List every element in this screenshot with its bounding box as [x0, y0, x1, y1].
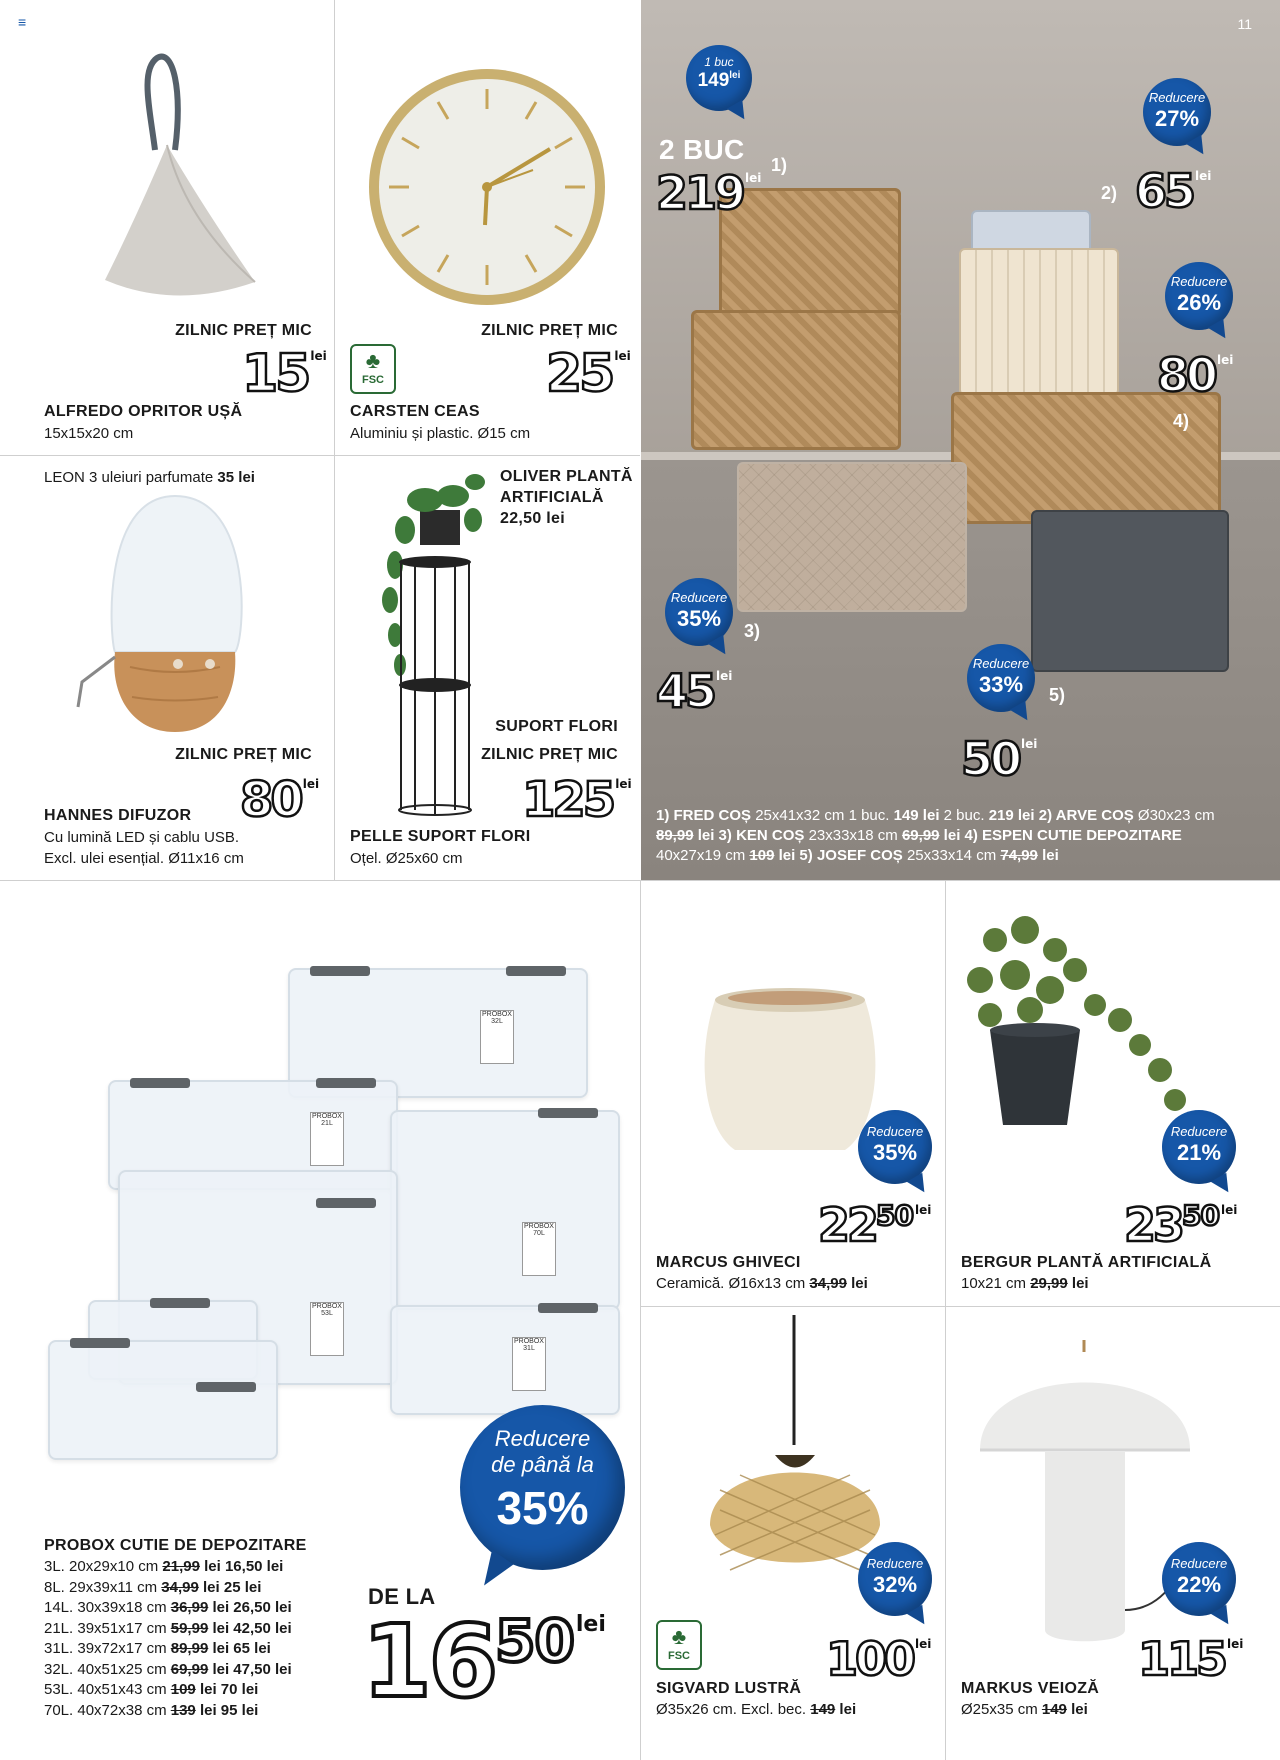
fsc-logo: [656, 1620, 702, 1670]
door-stopper-image: [95, 50, 270, 310]
caption-part: lei 4) ESPEN CUTIE DEPOZITARE: [939, 827, 1182, 844]
arve-basket: [959, 248, 1119, 396]
leon-text: LEON 3 uleiuri parfumate: [44, 469, 218, 486]
product-desc: [656, 1700, 856, 1720]
currency: lei: [614, 349, 631, 363]
desc-text: Ø25x35 cm: [961, 1701, 1042, 1718]
badge-top: Reducere: [1170, 1556, 1228, 1571]
price: [1138, 1632, 1244, 1686]
divider: [334, 0, 335, 880]
box-handle: [316, 1078, 376, 1088]
divider: [640, 1306, 1280, 1307]
badge-pct: 35%: [872, 1140, 918, 1165]
badge-currency: lei: [729, 70, 741, 81]
size: 31L. 39x72x17 cm: [44, 1640, 171, 1657]
caption-part: lei 3) KEN COȘ: [693, 827, 809, 844]
caption-part: 25x33x14 cm: [906, 847, 1001, 864]
price: [522, 772, 632, 828]
badge-pct: 26%: [1176, 290, 1222, 315]
storage-box-31l: [390, 1305, 620, 1415]
product-name: CARSTEN CEAS: [350, 403, 480, 420]
size-list: [44, 1557, 292, 1721]
box-handle: [316, 1198, 376, 1208]
price-value: 115: [1138, 1632, 1226, 1686]
fsc-text: FSC: [362, 374, 384, 386]
new-price: lei 70 lei: [195, 1681, 259, 1698]
oliver-name-line2: ARTIFICIALĂ: [500, 489, 604, 506]
old-price: 149: [1041, 1701, 1067, 1718]
caption-part: 25x41x32 cm 1 buc.: [755, 807, 894, 824]
box-label: PROBOX 32L: [480, 1010, 514, 1064]
badge-price: [686, 70, 752, 92]
price-2: [1135, 164, 1212, 218]
badge-26: [1165, 262, 1233, 330]
size-row: [44, 1639, 292, 1660]
new-price: lei 42,50 lei: [208, 1619, 292, 1637]
currency: lei: [915, 1637, 932, 1651]
probox-price: [362, 1603, 606, 1720]
product-desc-line2: Excl. ulei esențial. Ø11x16 cm: [44, 850, 244, 867]
product-desc: [961, 1274, 1089, 1294]
size: 3L. 20x29x10 cm: [44, 1558, 163, 1575]
currency: lei: [1195, 169, 1212, 183]
product-desc: Aluminiu și plastic. Ø15 cm: [350, 425, 531, 442]
price-value: 25: [546, 344, 613, 404]
badge-1-buc: [686, 45, 752, 111]
storage-box-8l: [48, 1340, 278, 1460]
tree-icon: ♣: [365, 348, 381, 373]
caption-part: 23x33x18 cm: [808, 827, 902, 844]
currency: lei: [716, 669, 733, 683]
price-int: 16: [362, 1603, 496, 1720]
price-tag-label-1: SUPORT FLORI: [495, 718, 618, 735]
caption-part: 2 buc.: [939, 807, 989, 824]
price: [1124, 1198, 1238, 1252]
caption-part: 2) ARVE COȘ: [1034, 807, 1138, 824]
currency: lei: [302, 777, 320, 791]
label-num-5: 5): [1049, 685, 1066, 705]
desc-text: Ceramică. Ø16x13 cm: [656, 1275, 810, 1292]
badge-top: Reducere: [670, 590, 728, 605]
price-1: [656, 166, 762, 220]
old-price: 59,99: [170, 1619, 209, 1637]
price-value: 80: [1157, 348, 1216, 402]
product-name: HANNES DIFUZOR: [44, 807, 192, 824]
old-price: 29,99: [1030, 1275, 1068, 1292]
size-row: [44, 1578, 292, 1599]
storage-box-70l: [390, 1110, 620, 1310]
caption-part: lei: [1037, 847, 1059, 864]
currency: lei: [1227, 1637, 1244, 1651]
price-int: 23: [1124, 1198, 1183, 1252]
caption-line-3: [656, 846, 1276, 866]
old-price-suffix: lei: [835, 1701, 857, 1718]
price-tag-label: ZILNIC PREȚ MIC: [481, 322, 618, 339]
caption-part: 89,99: [656, 827, 694, 844]
badge-pct: 35%: [676, 606, 722, 631]
price: [818, 1198, 932, 1252]
new-price: lei 95 lei: [195, 1701, 259, 1719]
caption-line-1: [656, 806, 1276, 826]
price-dec: 50: [495, 1607, 574, 1675]
oliver-price: 22,50 lei: [500, 510, 565, 527]
price: [826, 1632, 932, 1686]
fsc-logo: [350, 344, 396, 394]
brand-logo-mark: ≡: [18, 14, 27, 30]
box-handle: [506, 966, 566, 976]
size-row: [44, 1619, 292, 1640]
badge-pct: 22%: [1176, 1572, 1222, 1597]
price-value: 50: [961, 732, 1020, 786]
product-name: SIGVARD LUSTRĂ: [656, 1680, 802, 1697]
price-5: [961, 732, 1038, 786]
box-label: PROBOX 21L: [310, 1112, 344, 1166]
product-desc: [656, 1274, 868, 1294]
product-desc: 15x15x20 cm: [44, 425, 134, 442]
currency: lei: [1220, 1203, 1238, 1217]
product-name: MARKUS VEIOZĂ: [961, 1680, 1100, 1697]
caption-part: 219 lei: [988, 807, 1035, 824]
caption-line-2: [656, 826, 1276, 846]
badge-top: Reducere: [1170, 1124, 1228, 1139]
box-handle: [538, 1108, 598, 1118]
old-price-suffix: lei: [1067, 1275, 1089, 1292]
currency: lei: [310, 349, 327, 363]
badge-pct: 33%: [978, 672, 1024, 697]
badge-pct: 27%: [1154, 106, 1200, 131]
product-desc-line1: Cu lumină LED și cablu USB.: [44, 829, 240, 846]
size: 21L. 39x51x17 cm: [44, 1619, 171, 1637]
price-tag-label-2: ZILNIC PREȚ MIC: [481, 746, 618, 763]
price-dec: 50: [876, 1199, 913, 1232]
caption-part: 69,99: [901, 827, 940, 844]
new-price: lei 26,50 lei: [208, 1599, 292, 1616]
leon-offer: [44, 468, 255, 488]
divider: [640, 880, 641, 1760]
price-value: 80: [240, 772, 301, 828]
size-row: [44, 1598, 292, 1619]
price-tag-label: ZILNIC PREȚ MIC: [175, 746, 312, 763]
promo-badge: [460, 1405, 625, 1570]
discount-badge: [858, 1542, 932, 1616]
price-int: 22: [818, 1198, 877, 1252]
discount-badge: [858, 1110, 932, 1184]
label-num-1: 1): [771, 155, 788, 175]
badge-top: Reducere: [866, 1124, 924, 1139]
currency: lei: [615, 777, 632, 791]
old-price: 109: [170, 1681, 196, 1698]
size: 8L. 29x39x11 cm: [44, 1578, 162, 1596]
product-desc: [961, 1700, 1088, 1720]
product-name: PROBOX CUTIE DE DEPOZITARE: [44, 1537, 307, 1554]
divider: [0, 455, 640, 456]
badge-top: 1 buc: [704, 55, 734, 69]
size: 53L. 40x51x43 cm: [44, 1681, 171, 1698]
price: [546, 344, 631, 404]
desc-text: Ø35x26 cm. Excl. bec.: [656, 1701, 811, 1718]
discount-badge: [1162, 1542, 1236, 1616]
box-handle: [310, 966, 370, 976]
size-row: [44, 1557, 292, 1578]
currency: lei: [1021, 737, 1038, 751]
size-row: [44, 1660, 292, 1681]
currency: lei: [1217, 353, 1234, 367]
badge-top: Reducere: [1170, 274, 1228, 289]
clock-image: [365, 65, 610, 310]
label-num-2: 2): [1101, 183, 1118, 203]
badge-pct: 21%: [1176, 1140, 1222, 1165]
product-name: PELLE SUPORT FLORI: [350, 828, 531, 845]
currency: lei: [745, 171, 762, 185]
box-handle: [538, 1303, 598, 1313]
price-value: 15: [242, 344, 309, 404]
badge-35: [665, 578, 733, 646]
product-name: BERGUR PLANTĂ ARTIFICIALĂ: [961, 1254, 1212, 1271]
diffuser-image: [70, 492, 280, 737]
de-la-label: DE LA: [368, 1584, 436, 1609]
caption-part: lei 5) JOSEF COȘ: [774, 847, 907, 864]
old-price-suffix: lei: [846, 1275, 868, 1292]
pot-image: [695, 980, 885, 1160]
price-tag-label: ZILNIC PREȚ MIC: [175, 322, 312, 339]
price-value: 219: [656, 166, 744, 220]
badge-top: Reducere: [972, 656, 1030, 671]
badge-top: Reducere: [1148, 90, 1206, 105]
size-row: [44, 1701, 292, 1722]
plant-stand-image: [365, 470, 505, 820]
size: 14L. 30x39x18 cm: [44, 1599, 171, 1616]
badge-27: [1143, 78, 1211, 146]
box-label: PROBOX 70L: [522, 1222, 556, 1276]
new-price: lei 65 lei: [208, 1640, 271, 1657]
caption-part: Ø30x23 cm: [1137, 807, 1215, 824]
price-dec: 50: [1182, 1199, 1219, 1232]
old-price: 34,99: [809, 1275, 847, 1292]
badge-top: Reducere: [866, 1556, 924, 1571]
new-price: lei 25 lei: [198, 1578, 262, 1596]
new-price: lei 16,50 lei: [199, 1558, 284, 1575]
old-price: 89,99: [170, 1640, 209, 1657]
page-number: 11: [1237, 16, 1252, 32]
box-handle: [150, 1298, 210, 1308]
caption-part: 40x27x19 cm: [656, 847, 750, 864]
discount-badge: [1162, 1110, 1236, 1184]
pendant-lamp-image: [690, 1315, 890, 1585]
desc-text: 10x21 cm: [961, 1275, 1031, 1292]
price-3: [1157, 348, 1234, 402]
box-handle: [196, 1382, 256, 1392]
badge-33: [967, 644, 1035, 712]
price-value: 125: [522, 772, 614, 828]
currency: lei: [914, 1203, 932, 1217]
old-price: 21,99: [162, 1558, 200, 1575]
product-name: MARCUS GHIVECI: [656, 1254, 801, 1271]
caption-part: 1) FRED COȘ: [656, 807, 756, 824]
badge-pct: 32%: [872, 1572, 918, 1597]
caption-part: 74,99: [1000, 847, 1038, 864]
leon-price: 35 lei: [217, 469, 255, 486]
price: [240, 772, 320, 828]
old-price: 69,99: [170, 1660, 209, 1678]
badge-price-value: 149: [697, 70, 730, 91]
old-price: 139: [170, 1701, 196, 1719]
currency: lei: [575, 1612, 606, 1637]
box-label: PROBOX 53L: [310, 1302, 344, 1356]
josef-basket: [1031, 510, 1229, 672]
oliver-name-line1: OLIVER PLANTĂ: [500, 468, 633, 485]
price-value: 100: [826, 1632, 914, 1686]
product-desc: Oțel. Ø25x60 cm: [350, 850, 463, 867]
plant-image: [955, 910, 1200, 1150]
box-handle: [130, 1078, 190, 1088]
divider: [945, 880, 946, 1760]
old-price: 36,99: [170, 1599, 209, 1616]
price-value: 65: [1135, 164, 1194, 218]
old-price: 34,99: [161, 1578, 199, 1596]
old-price: 149: [810, 1701, 836, 1718]
product-name: ALFREDO OPRITOR UȘĂ: [44, 403, 243, 420]
promo-pct: 35%: [496, 1482, 589, 1535]
baskets-photo[interactable]: [641, 0, 1280, 880]
promo-line-2: de până la: [491, 1452, 594, 1478]
fsc-text: FSC: [668, 1650, 690, 1662]
size: 32L. 40x51x25 cm: [44, 1660, 171, 1678]
caption-part: 109: [749, 847, 775, 864]
baskets-caption: [656, 806, 1276, 866]
new-price: lei 47,50 lei: [208, 1660, 292, 1678]
two-buc-label: 2 BUC: [659, 134, 745, 165]
size: 70L. 40x72x38 cm: [44, 1701, 171, 1719]
label-num-4: 4): [1173, 411, 1190, 431]
label-num-3: 3): [744, 621, 761, 641]
promo-line-1: Reducere: [494, 1426, 591, 1451]
tree-icon: ♣: [671, 1624, 687, 1649]
price: [242, 344, 327, 404]
box-handle: [70, 1338, 130, 1348]
box-label: PROBOX 31L: [512, 1337, 546, 1391]
price-4: [656, 664, 733, 718]
ken-basket: [737, 462, 967, 612]
fred-basket-stack-bottom: [691, 310, 901, 450]
price-value: 45: [656, 664, 715, 718]
caption-part: 149 lei: [893, 807, 940, 824]
old-price-suffix: lei: [1066, 1701, 1088, 1718]
size-row: [44, 1680, 292, 1701]
